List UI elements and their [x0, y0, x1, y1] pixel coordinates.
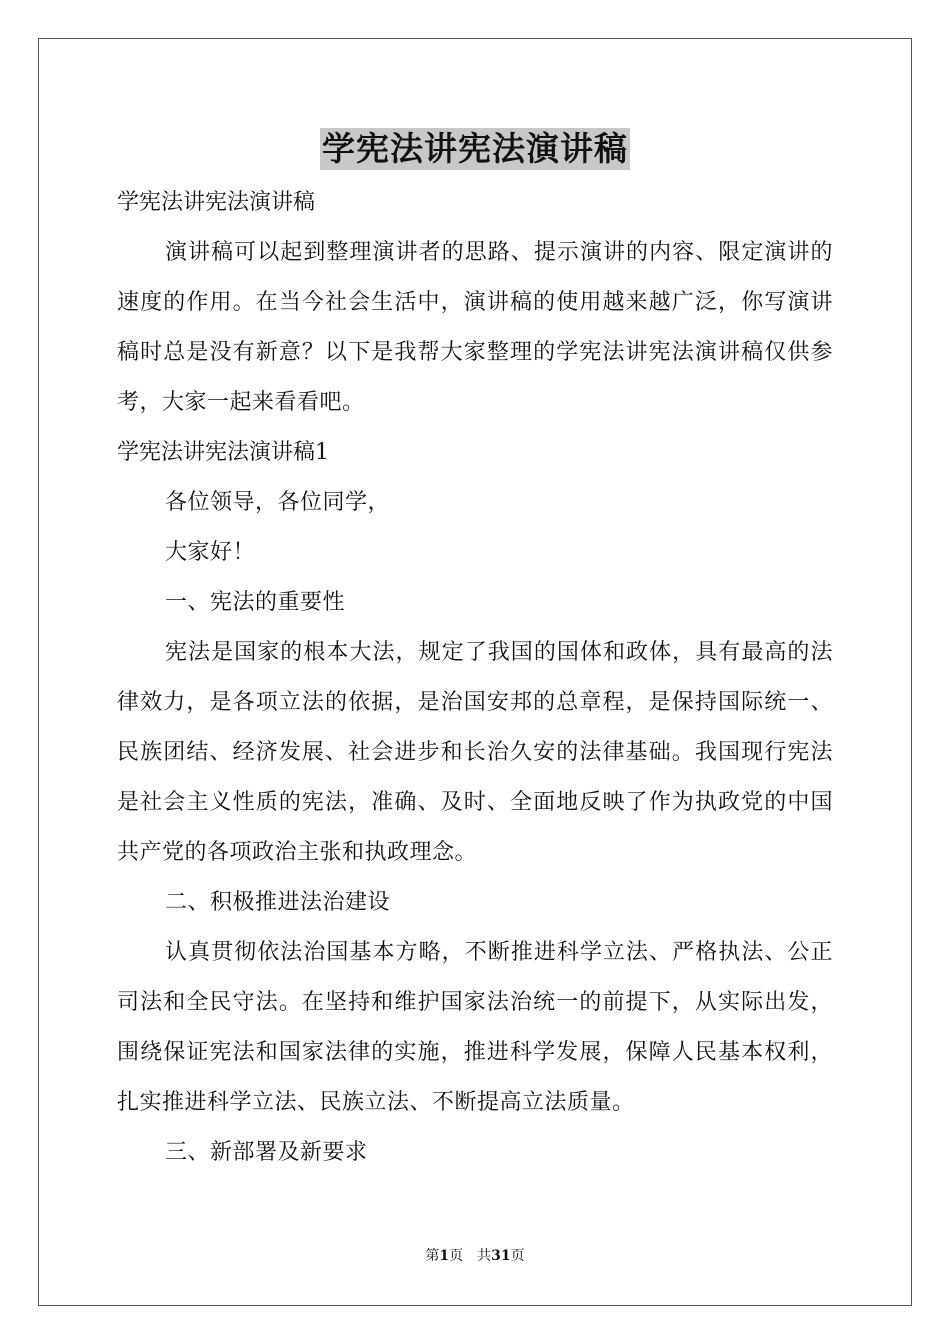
greeting: 各位领导，各位同学，	[165, 490, 391, 515]
heading-3: 三、新部署及新要求	[165, 1140, 368, 1165]
heading-2: 二、积极推进法治建设	[165, 890, 391, 915]
hello: 大家好！	[165, 540, 256, 565]
page-footer	[0, 1246, 950, 1266]
paragraph-2: 认真贯彻依法治国基本方略，不断推进科学立法、严格执法、公正司法和全民守法。在坚持和维护国家法治统一的前提下，从实际出发，围绕保证宪法和国家法律的实施，推进科学发展，保障人民基本权利，扎实推进科学立法、民族立法、不断提高立法质量。	[117, 940, 833, 1115]
footer-prefix: 第	[425, 1248, 440, 1264]
footer-page-current: 1	[439, 1248, 450, 1264]
paragraph-1: 宪法是国家的根本大法，规定了我国的国体和政体，具有最高的法律效力，是各项立法的依据，是治国安邦的总章程，是保持国际统一、民族团结、经济发展、社会进步和长治久安的法律基础。我国现行宪法是社会主义性质的宪法，准确、及时、全面地反映了作为执政党的中国共产党的各项政治主张和执政理念。	[117, 640, 833, 865]
document-body	[117, 178, 833, 1178]
footer-suffix: 页	[510, 1248, 525, 1264]
section-heading: 学宪法讲宪法演讲稿1	[117, 440, 329, 465]
document-title: 学宪法讲宪法演讲稿	[322, 129, 628, 168]
intro-paragraph: 演讲稿可以起到整理演讲者的思路、提示演讲的内容、限定演讲的速度的作用。在当今社会生活中，演讲稿的使用越来越广泛，你写演讲稿时总是没有新意？以下是我帮大家整理的学宪法讲宪法演讲稿仅供参考，大家一起来看看吧。	[117, 240, 833, 415]
subtitle: 学宪法讲宪法演讲稿	[117, 190, 316, 215]
footer-mid: 页 共	[449, 1248, 492, 1264]
footer-page-total: 31	[491, 1248, 511, 1264]
heading-1: 一、宪法的重要性	[165, 590, 346, 615]
title-wrap	[0, 128, 950, 170]
